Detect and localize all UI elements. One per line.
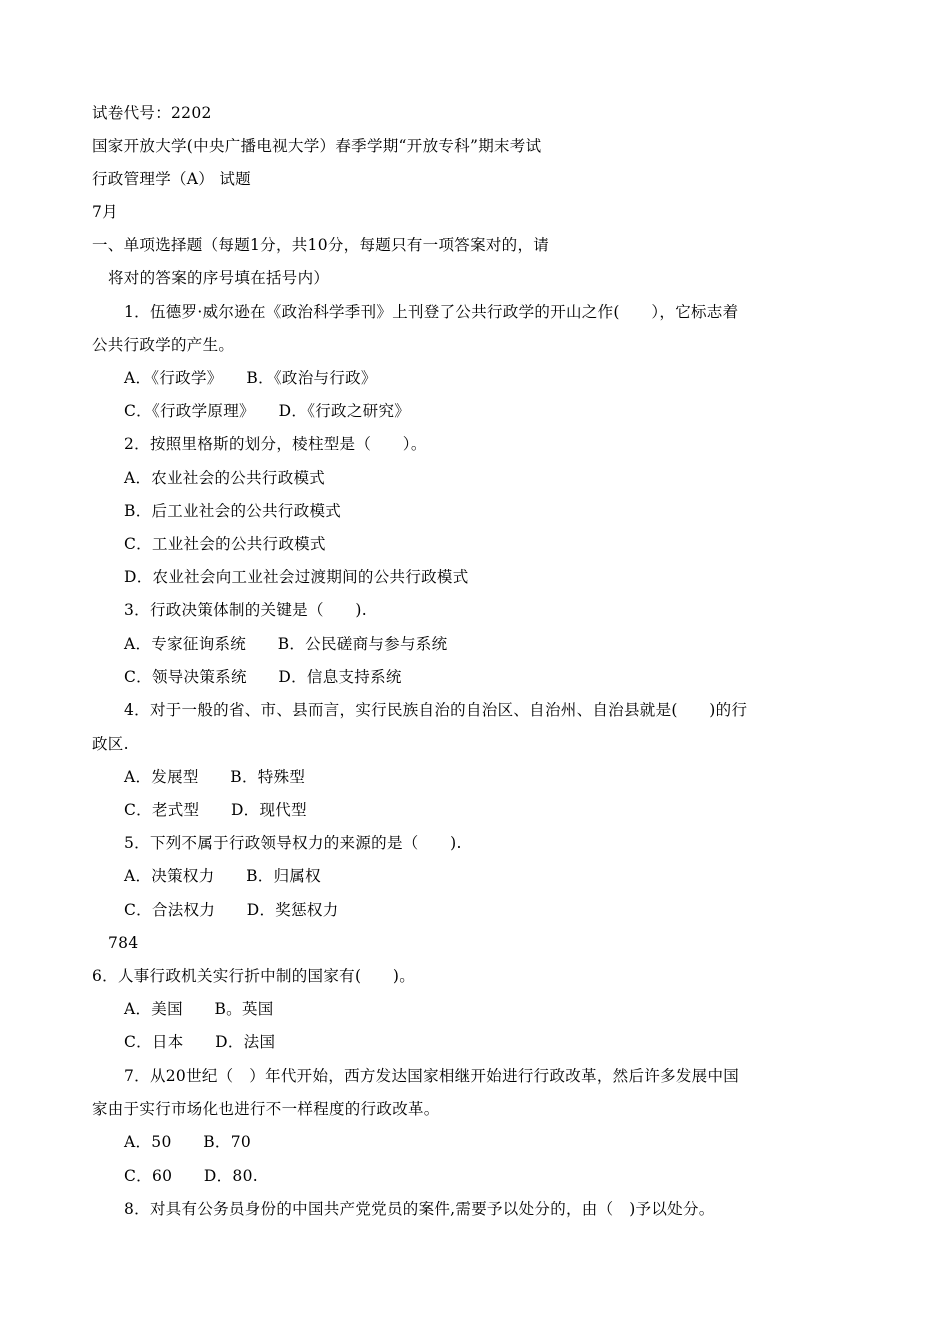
question-stem: 5．下列不属于行政领导权力的来源的是（ ). [124, 834, 462, 852]
question-stem-cont: 公共行政学的产生。 [92, 336, 235, 354]
question-option: C．合法权力 D．奖惩权力 [124, 901, 339, 919]
question-option: A．《行政学》 B．《政治与行政》 [124, 369, 377, 387]
question-option: A．农业社会的公共行政模式 [124, 469, 326, 487]
question-option: C．《行政学原理》 D．《行政之研究》 [124, 402, 411, 420]
question-option: C．老式型 D．现代型 [124, 801, 307, 819]
question-option: B．后工业社会的公共行政模式 [124, 502, 342, 520]
question-option: A．发展型 B．特殊型 [124, 768, 306, 786]
exam-code: 试卷代号：2202 [92, 104, 212, 122]
question-option: A．专家征询系统 B．公民磋商与参与系统 [124, 635, 448, 653]
page-mark: 784 [108, 934, 139, 952]
question-option: A．50 B．70 [124, 1133, 252, 1151]
question-stem-cont: 政区. [92, 735, 129, 753]
question-stem-cont: 家由于实行市场化也进行不一样程度的行政改革。 [92, 1100, 440, 1118]
section-title-cont: 将对的答案的序号填在括号内） [108, 269, 330, 287]
question-option: C．领导决策系统 D．信息支持系统 [124, 668, 402, 686]
exam-school-title: 国家开放大学(中央广播电视大学）春季学期“开放专科”期末考试 [92, 137, 542, 155]
question-stem: 8．对具有公务员身份的中国共产党党员的案件,需要予以处分的，由（ )予以处分。 [124, 1200, 715, 1218]
question-option: A．决策权力 B．归属权 [124, 867, 321, 885]
question-stem: 6．人事行政机关实行折中制的国家有( )。 [92, 967, 416, 985]
question-stem: 3．行政决策体制的关键是（ ). [124, 601, 367, 619]
exam-month: 7月 [92, 203, 118, 221]
section-title: 一、单项选择题（每题1分，共10分，每题只有一项答案对的，请 [92, 236, 550, 254]
exam-subject: 行政管理学（A） 试题 [92, 170, 251, 188]
question-option: D．农业社会向工业社会过渡期间的公共行政模式 [124, 568, 469, 586]
question-stem: 4．对于一般的省、市、县而言，实行民族自治的自治区、自治州、自治县就是( )的行 [124, 701, 748, 719]
question-option: C．60 D．80. [124, 1167, 258, 1185]
question-option: C．日本 D．法国 [124, 1033, 276, 1051]
question-stem: 1．伍德罗·威尔逊在《政治科学季刊》上刊登了公共行政学的开山之作( ），它标志着 [124, 303, 739, 321]
question-option: C．工业社会的公共行政模式 [124, 535, 326, 553]
question-stem: 7．从20世纪（ ）年代开始，西方发达国家相继开始进行行政改革，然后许多发展中国 [124, 1067, 740, 1085]
question-stem: 2．按照里格斯的划分，棱柱型是（ ）。 [124, 435, 427, 453]
question-option: A．美国 B。英国 [124, 1000, 274, 1018]
